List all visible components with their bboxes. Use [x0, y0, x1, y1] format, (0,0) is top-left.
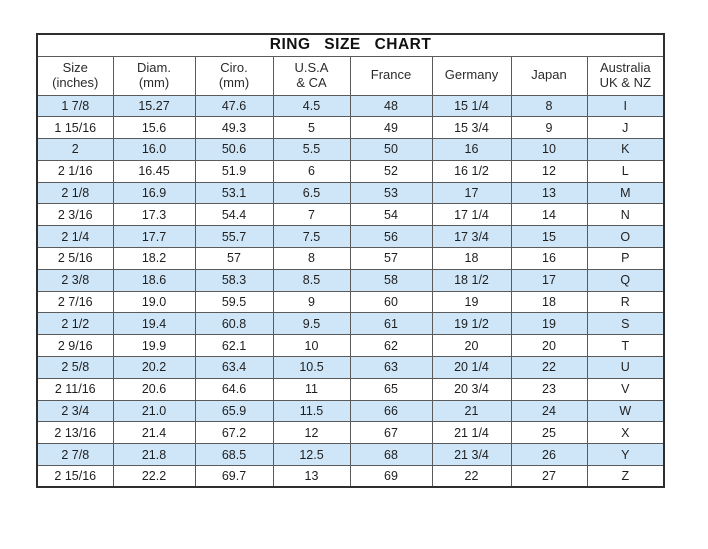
table-cell: Y [587, 444, 664, 466]
table-cell: 64.6 [195, 378, 273, 400]
table-row [37, 400, 664, 422]
table-cell: 23 [511, 378, 587, 400]
table-cell: 16 [511, 248, 587, 270]
table-cell: 2 1/4 [37, 226, 113, 248]
table-cell: 2 1/8 [37, 182, 113, 204]
table-cell: 5 [273, 117, 350, 139]
column-header-sublabel: & CA [296, 74, 327, 90]
header-row [37, 56, 664, 95]
table-cell: 58.3 [195, 269, 273, 291]
table-cell: 21.4 [113, 422, 195, 444]
table-cell: W [587, 400, 664, 422]
table-cell: 20.2 [113, 357, 195, 379]
table-cell: 1 15/16 [37, 117, 113, 139]
table-row [37, 313, 664, 335]
table-cell: 15.27 [113, 95, 195, 117]
table-cell: 15.6 [113, 117, 195, 139]
table-cell: 11 [273, 378, 350, 400]
table-cell: 60.8 [195, 313, 273, 335]
table-cell: 2 1/2 [37, 313, 113, 335]
table-cell: 16.9 [113, 182, 195, 204]
table-cell: 2 7/16 [37, 291, 113, 313]
table-cell: 50.6 [195, 139, 273, 161]
table-cell: 17 1/4 [432, 204, 511, 226]
column-header-label: Japan [531, 67, 567, 83]
table-row [37, 335, 664, 357]
table-row [37, 160, 664, 182]
table-row [37, 226, 664, 248]
table-cell: 19.4 [113, 313, 195, 335]
table-cell: K [587, 139, 664, 161]
table-cell: 21.8 [113, 444, 195, 466]
table-cell: 18 1/2 [432, 269, 511, 291]
table-cell: 68.5 [195, 444, 273, 466]
table-cell: 67.2 [195, 422, 273, 444]
table-cell: I [587, 95, 664, 117]
table-cell: 18.2 [113, 248, 195, 270]
table-cell: 17 [511, 269, 587, 291]
table-cell: 47.6 [195, 95, 273, 117]
table-cell: 63.4 [195, 357, 273, 379]
column-header [113, 56, 195, 95]
table-cell: 12 [273, 422, 350, 444]
table-row [37, 95, 664, 117]
table-cell: 68 [350, 444, 432, 466]
table-cell: 57 [350, 248, 432, 270]
table-cell: 12 [511, 160, 587, 182]
table-cell: 17.7 [113, 226, 195, 248]
table-cell: 2 5/16 [37, 248, 113, 270]
table-cell: 19 1/2 [432, 313, 511, 335]
table-row [37, 378, 664, 400]
table-cell: 14 [511, 204, 587, 226]
table-cell: 22 [432, 466, 511, 488]
column-header-sublabel: (mm) [138, 74, 170, 90]
column-header-label: Australia [599, 59, 651, 75]
table-cell: 13 [273, 466, 350, 488]
table-cell: 16 1/2 [432, 160, 511, 182]
table-cell: 2 1/16 [37, 160, 113, 182]
table-cell: 2 13/16 [37, 422, 113, 444]
table-cell: 20.6 [113, 378, 195, 400]
column-header [587, 56, 664, 95]
table-cell: T [587, 335, 664, 357]
table-cell: 7 [273, 204, 350, 226]
column-header [273, 56, 350, 95]
table-cell: 2 5/8 [37, 357, 113, 379]
table-cell: 5.5 [273, 139, 350, 161]
table-cell: 27 [511, 466, 587, 488]
table-cell: 2 11/16 [37, 378, 113, 400]
table-row [37, 139, 664, 161]
table-cell: 53 [350, 182, 432, 204]
column-header [350, 56, 432, 95]
column-header-label: Size [62, 59, 88, 75]
table-cell: 49.3 [195, 117, 273, 139]
table-cell: 18 [511, 291, 587, 313]
column-header-label: Ciro. [220, 59, 248, 75]
table-cell: 61 [350, 313, 432, 335]
table-cell: 65.9 [195, 400, 273, 422]
table-cell: Q [587, 269, 664, 291]
table-cell: 22.2 [113, 466, 195, 488]
table-cell: 58 [350, 269, 432, 291]
table-cell: 21 [432, 400, 511, 422]
table-row [37, 357, 664, 379]
column-header [432, 56, 511, 95]
table-cell: 16.45 [113, 160, 195, 182]
column-header [511, 56, 587, 95]
table-cell: R [587, 291, 664, 313]
table-cell: 19 [511, 313, 587, 335]
table-cell: 59.5 [195, 291, 273, 313]
table-cell: 1 7/8 [37, 95, 113, 117]
table-cell: J [587, 117, 664, 139]
table-cell: 15 3/4 [432, 117, 511, 139]
table-cell: 54 [350, 204, 432, 226]
table-cell: 48 [350, 95, 432, 117]
table-cell: 16.0 [113, 139, 195, 161]
table-cell: 4.5 [273, 95, 350, 117]
table-cell: X [587, 422, 664, 444]
table-cell: 60 [350, 291, 432, 313]
table-cell: 21 3/4 [432, 444, 511, 466]
table-cell: 62 [350, 335, 432, 357]
table-cell: 9.5 [273, 313, 350, 335]
table-row [37, 248, 664, 270]
table-row [37, 182, 664, 204]
chart-title: RING SIZE CHART [37, 34, 664, 56]
column-header-label: U.S.A [294, 59, 329, 75]
table-cell: 17 3/4 [432, 226, 511, 248]
table-cell: 10 [273, 335, 350, 357]
column-header-sublabel: UK & NZ [599, 74, 651, 90]
table-cell: 66 [350, 400, 432, 422]
table-cell: 54.4 [195, 204, 273, 226]
table-cell: 25 [511, 422, 587, 444]
table-row [37, 117, 664, 139]
table-cell: O [587, 226, 664, 248]
table-cell: 18.6 [113, 269, 195, 291]
table-body [37, 95, 664, 487]
table-cell: 10.5 [273, 357, 350, 379]
table-cell: 9 [273, 291, 350, 313]
table-cell: M [587, 182, 664, 204]
table-cell: 16 [432, 139, 511, 161]
table-cell: 49 [350, 117, 432, 139]
table-cell: 50 [350, 139, 432, 161]
table-row [37, 204, 664, 226]
table-row [37, 444, 664, 466]
table-cell: 21.0 [113, 400, 195, 422]
table-cell: S [587, 313, 664, 335]
table-cell: 2 7/8 [37, 444, 113, 466]
table-cell: 53.1 [195, 182, 273, 204]
table-cell: 63 [350, 357, 432, 379]
table-cell: 65 [350, 378, 432, 400]
table-cell: 2 3/4 [37, 400, 113, 422]
table-cell: 2 9/16 [37, 335, 113, 357]
column-header-label: Germany [444, 67, 499, 83]
table-cell: 62.1 [195, 335, 273, 357]
table-cell: 51.9 [195, 160, 273, 182]
table-row [37, 269, 664, 291]
table-cell: P [587, 248, 664, 270]
table-cell: 2 [37, 139, 113, 161]
table-cell: 69.7 [195, 466, 273, 488]
table-cell: 9 [511, 117, 587, 139]
table-cell: 19 [432, 291, 511, 313]
table-cell: 13 [511, 182, 587, 204]
table-row [37, 466, 664, 488]
table-cell: 20 [511, 335, 587, 357]
table-cell: 26 [511, 444, 587, 466]
table-row [37, 291, 664, 313]
table-cell: 20 3/4 [432, 378, 511, 400]
table-cell: 15 [511, 226, 587, 248]
table-cell: 8.5 [273, 269, 350, 291]
table-cell: 21 1/4 [432, 422, 511, 444]
table-cell: 19.0 [113, 291, 195, 313]
table-cell: 18 [432, 248, 511, 270]
table-cell: 56 [350, 226, 432, 248]
table-cell: 19.9 [113, 335, 195, 357]
table-cell: 57 [195, 248, 273, 270]
column-header-sublabel: (mm) [218, 74, 250, 90]
table-cell: 20 [432, 335, 511, 357]
table-cell: 17 [432, 182, 511, 204]
title-row [37, 34, 664, 56]
column-header [37, 56, 113, 95]
ring-size-chart-table [36, 33, 665, 488]
column-header-label: Diam. [137, 59, 171, 75]
column-header [195, 56, 273, 95]
table-cell: L [587, 160, 664, 182]
table-cell: 22 [511, 357, 587, 379]
table-cell: 15 1/4 [432, 95, 511, 117]
table-cell: 2 3/16 [37, 204, 113, 226]
table-cell: U [587, 357, 664, 379]
table-cell: 6 [273, 160, 350, 182]
table-cell: 12.5 [273, 444, 350, 466]
table-cell: V [587, 378, 664, 400]
table-cell: 10 [511, 139, 587, 161]
table-cell: 52 [350, 160, 432, 182]
table-cell: 2 3/8 [37, 269, 113, 291]
table-cell: 11.5 [273, 400, 350, 422]
table-cell: 6.5 [273, 182, 350, 204]
table-cell: N [587, 204, 664, 226]
table-row [37, 422, 664, 444]
table-cell: 55.7 [195, 226, 273, 248]
table-cell: 24 [511, 400, 587, 422]
table-cell: 17.3 [113, 204, 195, 226]
table-cell: 8 [273, 248, 350, 270]
table-cell: 20 1/4 [432, 357, 511, 379]
table-cell: 2 15/16 [37, 466, 113, 488]
column-header-sublabel: (inches) [52, 74, 99, 90]
table-cell: 8 [511, 95, 587, 117]
table-cell: 7.5 [273, 226, 350, 248]
table-cell: Z [587, 466, 664, 488]
table-cell: 69 [350, 466, 432, 488]
table-cell: 67 [350, 422, 432, 444]
column-header-label: France [370, 67, 412, 83]
